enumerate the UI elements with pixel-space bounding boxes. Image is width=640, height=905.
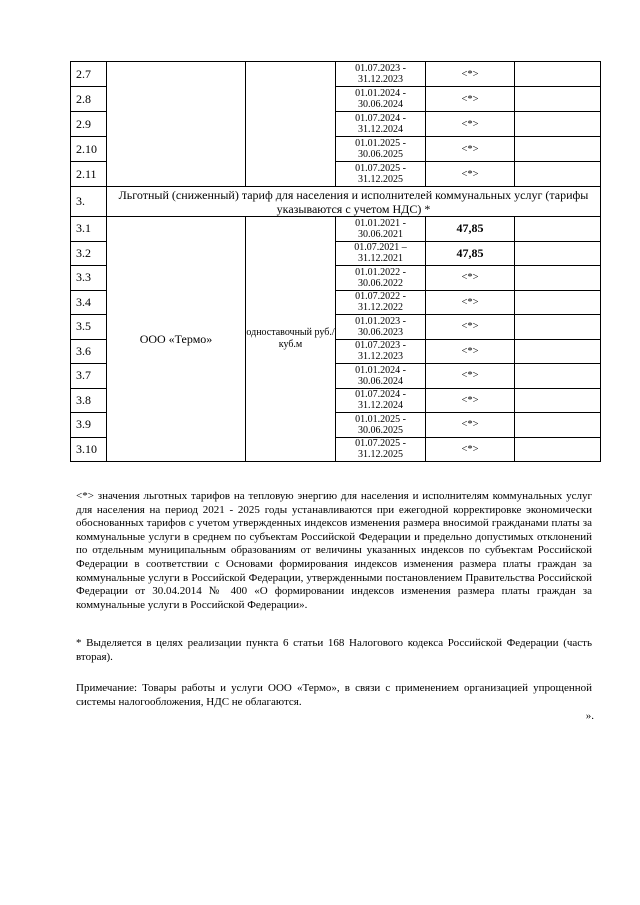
note-remark: Примечание: Товары работы и услуги ООО «Термо», в связи с применением организацией упрощенной системы налогообложения, НДС не облагаются.	[76, 682, 592, 708]
period-cell: 01.01.2024 - 30.06.2024	[336, 87, 426, 112]
tariff-value-cell: <*>	[426, 339, 515, 364]
tariff-value-cell: <*>	[426, 137, 515, 162]
empty-cell	[515, 217, 601, 242]
tariff-type: одноставочный руб./куб.м	[246, 217, 336, 462]
section-title: Льготный (сниженный) тариф для населения и исполнителей коммунальных услуг (тарифы указываются с учетом НДС) *	[107, 187, 601, 217]
tariff-value-cell: <*>	[426, 437, 515, 462]
organization-name: ООО «Термо»	[107, 217, 246, 462]
period-cell: 01.01.2023 - 30.06.2023	[336, 315, 426, 340]
empty-cell	[515, 290, 601, 315]
table-row	[71, 217, 601, 242]
tariff-value-cell: 47,85	[426, 217, 515, 242]
row-number: 3.2	[71, 241, 107, 266]
period-cell: 01.07.2024 - 31.12.2024	[336, 388, 426, 413]
tariff-value-cell: <*>	[426, 290, 515, 315]
empty-cell	[515, 339, 601, 364]
period-cell: 01.07.2024 - 31.12.2024	[336, 112, 426, 137]
row-number: 2.7	[71, 62, 107, 87]
empty-cell	[515, 364, 601, 389]
row-number: 3.4	[71, 290, 107, 315]
period-cell: 01.07.2023 - 31.12.2023	[336, 62, 426, 87]
tariff-value-cell: <*>	[426, 413, 515, 438]
empty-cell	[515, 241, 601, 266]
empty-cell	[515, 87, 601, 112]
tariff-value-cell: <*>	[426, 112, 515, 137]
table-row	[71, 62, 601, 87]
period-cell: 01.01.2025 - 30.06.2025	[336, 137, 426, 162]
tariff-value-cell: <*>	[426, 162, 515, 187]
empty-cell	[515, 388, 601, 413]
unit-cell-top	[246, 62, 336, 187]
tariff-value-cell: <*>	[426, 62, 515, 87]
period-cell: 01.01.2025 - 30.06.2025	[336, 413, 426, 438]
period-cell: 01.01.2021 - 30.06.2021	[336, 217, 426, 242]
empty-cell	[515, 437, 601, 462]
period-cell: 01.07.2022 - 31.12.2022	[336, 290, 426, 315]
empty-cell	[515, 162, 601, 187]
empty-cell	[515, 112, 601, 137]
org-cell-top	[107, 62, 246, 187]
tariff-value-cell: <*>	[426, 266, 515, 291]
row-number: 2.10	[71, 137, 107, 162]
tariff-value-cell: <*>	[426, 315, 515, 340]
row-number: 3.5	[71, 315, 107, 340]
note-tariff-values: <*> значения льготных тарифов на тепловую энергию для населения и исполнителям коммунальных услуг для населения на период 2021 - 2025 годы устанавливаются при ежегодной корректировке экономически обоснованных тарифов с учетом утвержденных индексов изменения размера вносимой гражданами платы за коммунальные услуги в среднем по субъектам Российской Федерации и предельно допустимых отклонений по отдельным муниципальным образованиям от величины указанных индексов по субъектам Российской Федерации в соответствии с Основами формирования индексов изменения размера платы граждан за коммунальные услуги в Российской Федерации, утвержденными постановлением Правительства Российской Федерации от 30.04.2014 № 400 «О формировании индексов изменения размера платы граждан за коммунальные услуги в Российской Федерации».	[76, 490, 592, 611]
row-number: 2.9	[71, 112, 107, 137]
row-number: 2.11	[71, 162, 107, 187]
tariff-value-cell: <*>	[426, 364, 515, 389]
tariff-table	[70, 61, 601, 462]
period-cell: 01.07.2025 - 31.12.2025	[336, 162, 426, 187]
row-number: 3.1	[71, 217, 107, 242]
empty-cell	[515, 315, 601, 340]
row-number: 3.10	[71, 437, 107, 462]
row-number: 2.8	[71, 87, 107, 112]
empty-cell	[515, 266, 601, 291]
note-vat: * Выделяется в целях реализации пункта 6 статьи 168 Налогового кодекса Российской Федерации (часть вторая).	[76, 637, 592, 663]
closing-quote: ».	[585, 710, 594, 722]
tariff-value-cell: <*>	[426, 87, 515, 112]
period-cell: 01.07.2025 - 31.12.2025	[336, 437, 426, 462]
tariff-value-cell: 47,85	[426, 241, 515, 266]
section-3-row	[71, 187, 601, 217]
period-cell: 01.07.2023 - 31.12.2023	[336, 339, 426, 364]
section-number: 3.	[71, 187, 107, 217]
row-number: 3.7	[71, 364, 107, 389]
empty-cell	[515, 413, 601, 438]
empty-cell	[515, 137, 601, 162]
period-cell: 01.07.2021 – 31.12.2021	[336, 241, 426, 266]
period-cell: 01.01.2024 - 30.06.2024	[336, 364, 426, 389]
row-number: 3.6	[71, 339, 107, 364]
row-number: 3.8	[71, 388, 107, 413]
period-cell: 01.01.2022 - 30.06.2022	[336, 266, 426, 291]
empty-cell	[515, 62, 601, 87]
tariff-value-cell: <*>	[426, 388, 515, 413]
row-number: 3.3	[71, 266, 107, 291]
row-number: 3.9	[71, 413, 107, 438]
